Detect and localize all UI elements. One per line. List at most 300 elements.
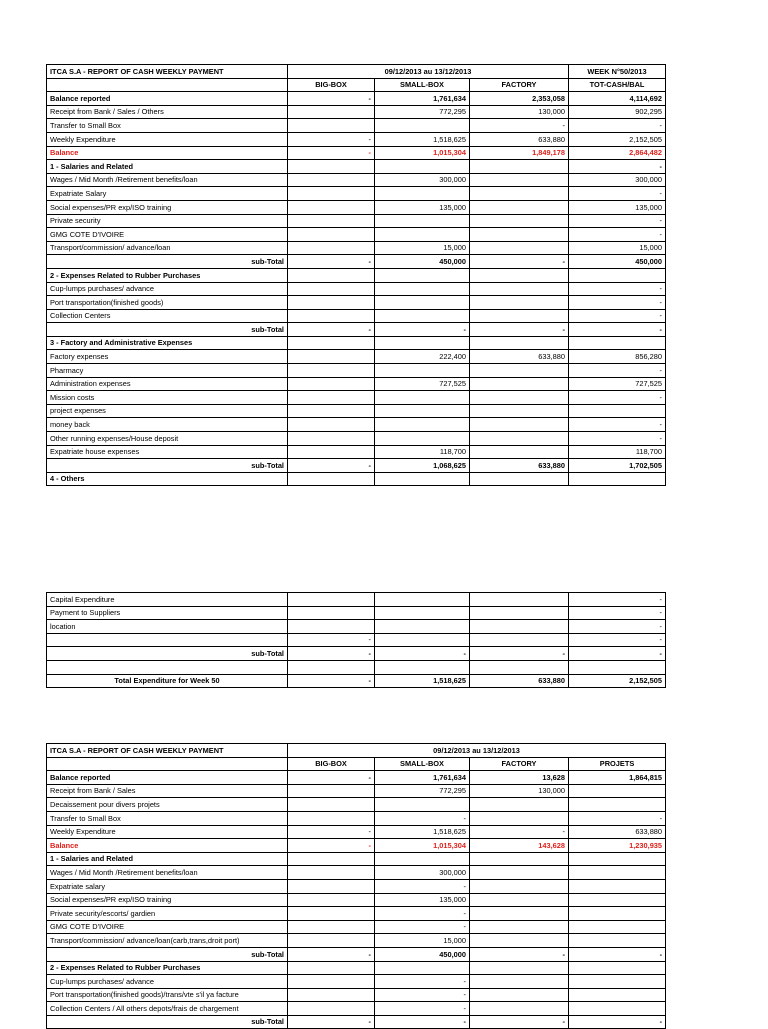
table-row-sub-total: [47, 947, 666, 961]
cell-small-box: [375, 160, 470, 174]
table-row-expatriate-house-expenses: [47, 445, 666, 459]
cell-big-box: [288, 228, 375, 242]
row-label: [47, 660, 288, 674]
cell-small-box: -: [375, 907, 470, 921]
report-period: 09/12/2013 au 13/12/2013: [288, 65, 569, 79]
table-row-port-transportation-finished-goods-trans-vte-s-il-ya-facture: [47, 988, 666, 1002]
cell-projets: -: [569, 1015, 666, 1029]
report-header-row: [47, 744, 666, 758]
column-header-row: [47, 757, 666, 771]
cell-small-box: -: [375, 647, 470, 661]
cell-factory: [470, 879, 569, 893]
row-label: Collection Centers: [47, 309, 288, 323]
table-row-collection-centers: [47, 309, 666, 323]
cell-factory: [470, 445, 569, 459]
cell-total: -: [569, 323, 666, 337]
cell-projets: -: [569, 947, 666, 961]
cell-projets: 633,880: [569, 825, 666, 839]
cell-small-box: [375, 606, 470, 620]
cell-small-box: [375, 282, 470, 296]
report-period: 09/12/2013 au 13/12/2013: [288, 744, 666, 758]
table-row-administration-expenses: [47, 377, 666, 391]
cell-big-box: [288, 852, 375, 866]
table-row-balance: [47, 839, 666, 853]
cell-factory: 130,000: [470, 784, 569, 798]
table-row-expatriate-salary: [47, 879, 666, 893]
table-row-collection-centers-all-others-depots-frais-de-chargement: [47, 1002, 666, 1016]
table-row-wages-mid-month-retirement-benefits-loan: [47, 173, 666, 187]
cell-big-box: [288, 907, 375, 921]
cell-small-box: 1,761,634: [375, 771, 470, 785]
table-row-weekly-expenditure: [47, 132, 666, 146]
cell-small-box: 1,761,634: [375, 92, 470, 106]
cell-total: -: [569, 282, 666, 296]
cell-big-box: -: [288, 647, 375, 661]
cell-factory: [470, 988, 569, 1002]
cell-factory: -: [470, 255, 569, 269]
table-row-receipt-from-bank-sales: [47, 784, 666, 798]
cell-total: -: [569, 432, 666, 446]
cell-big-box: [288, 975, 375, 989]
cell-factory: [470, 606, 569, 620]
cell-total: [569, 472, 666, 486]
report-title: ITCA S.A - REPORT OF CASH WEEKLY PAYMENT: [47, 65, 288, 79]
cell-projets: [569, 920, 666, 934]
row-label: Receipt from Bank / Sales / Others: [47, 105, 288, 119]
table-row-port-transportation-finished-goods: [47, 296, 666, 310]
cell-factory: [470, 893, 569, 907]
cell-total: [569, 336, 666, 350]
cell-big-box: [288, 961, 375, 975]
row-label: Balance: [47, 839, 288, 853]
row-label: Private security: [47, 214, 288, 228]
cell-small-box: 727,525: [375, 377, 470, 391]
cell-big-box: -: [288, 825, 375, 839]
table-row-project-expenses: [47, 404, 666, 418]
row-label: sub-Total: [47, 459, 288, 473]
cell-factory: [470, 975, 569, 989]
cell-small-box: 1,015,304: [375, 146, 470, 160]
cell-small-box: 300,000: [375, 173, 470, 187]
table-row-social-expenses-pr-exp-iso-training: [47, 200, 666, 214]
cell-total: -: [569, 364, 666, 378]
cell-small-box: [375, 660, 470, 674]
cell-factory: 13,628: [470, 771, 569, 785]
row-label: Capital Expenditure: [47, 593, 288, 607]
table-row-1-salaries-and-related: [47, 852, 666, 866]
cell-small-box: [375, 961, 470, 975]
cell-small-box: [375, 633, 470, 647]
row-label: Transport/commission/ advance/loan(carb,trans,droit port): [47, 934, 288, 948]
table-row-balance-reported: [47, 92, 666, 106]
cell-total: 15,000: [569, 241, 666, 255]
cell-big-box: [288, 214, 375, 228]
cell-big-box: [288, 811, 375, 825]
cell-total: 902,295: [569, 105, 666, 119]
table-row-1-salaries-and-related: [47, 160, 666, 174]
col-header-small-box: SMALL-BOX: [375, 757, 470, 771]
cell-total: -: [569, 593, 666, 607]
cell-big-box: [288, 200, 375, 214]
cell-small-box: 772,295: [375, 784, 470, 798]
cell-small-box: [375, 798, 470, 812]
cell-big-box: [288, 879, 375, 893]
cell-small-box: [375, 852, 470, 866]
cell-factory: [470, 228, 569, 242]
cell-projets: [569, 852, 666, 866]
table-row-gmg-cote-d-ivoire: [47, 920, 666, 934]
cell-big-box: [288, 418, 375, 432]
cell-big-box: [288, 866, 375, 880]
table-row-2-expenses-related-to-rubber-purchases: [47, 268, 666, 282]
cell-small-box: 772,295: [375, 105, 470, 119]
cell-big-box: [288, 309, 375, 323]
cell-factory: [470, 187, 569, 201]
cell-small-box: [375, 214, 470, 228]
cell-total: -: [569, 620, 666, 634]
cell-big-box: -: [288, 771, 375, 785]
table-row-transport-commission-advance-loan: [47, 241, 666, 255]
cell-small-box: [375, 228, 470, 242]
cell-small-box: 15,000: [375, 934, 470, 948]
cell-small-box: 450,000: [375, 947, 470, 961]
row-label: Mission costs: [47, 391, 288, 405]
row-label: Balance reported: [47, 92, 288, 106]
row-label: Weekly Expenditure: [47, 825, 288, 839]
row-label: GMG COTE D'IVOIRE: [47, 920, 288, 934]
cell-factory: [470, 309, 569, 323]
cell-projets: [569, 893, 666, 907]
table-row-sub-total: [47, 459, 666, 473]
row-label: sub-Total: [47, 255, 288, 269]
row-label: Balance: [47, 146, 288, 160]
row-label: [47, 633, 288, 647]
row-label: Transfer to Small Box: [47, 811, 288, 825]
cell-small-box: 222,400: [375, 350, 470, 364]
col-header-projets: PROJETS: [569, 757, 666, 771]
cell-factory: 1,849,178: [470, 146, 569, 160]
cell-factory: -: [470, 825, 569, 839]
cell-total: 118,700: [569, 445, 666, 459]
cell-total: -: [569, 633, 666, 647]
table-row-balance-reported: [47, 771, 666, 785]
cell-total: -: [569, 160, 666, 174]
cell-factory: [470, 920, 569, 934]
cell-factory: -: [470, 119, 569, 133]
cell-total: 2,152,505: [569, 674, 666, 688]
row-label: sub-Total: [47, 647, 288, 661]
row-label: Transfer to Small Box: [47, 119, 288, 133]
table-row-money-back: [47, 418, 666, 432]
row-label: Pharmacy: [47, 364, 288, 378]
cell-big-box: -: [288, 459, 375, 473]
cell-factory: [470, 404, 569, 418]
cell-factory: [470, 173, 569, 187]
row-label: Other running expenses/House deposit: [47, 432, 288, 446]
cell-total: [569, 268, 666, 282]
row-label: money back: [47, 418, 288, 432]
cell-factory: [470, 852, 569, 866]
row-label: Balance reported: [47, 771, 288, 785]
cell-total: 4,114,692: [569, 92, 666, 106]
cell-total: -: [569, 391, 666, 405]
cell-factory: 2,353,058: [470, 92, 569, 106]
cell-total: 727,525: [569, 377, 666, 391]
cell-total: -: [569, 647, 666, 661]
row-label: Receipt from Bank / Sales: [47, 784, 288, 798]
row-label: 3 - Factory and Administrative Expenses: [47, 336, 288, 350]
cell-small-box: -: [375, 920, 470, 934]
cell-big-box: [288, 934, 375, 948]
table-row-factory-expenses: [47, 350, 666, 364]
cell-total: -: [569, 228, 666, 242]
col-header-small-box: SMALL-BOX: [375, 78, 470, 92]
blank-header-cell: [47, 757, 288, 771]
cell-big-box: -: [288, 947, 375, 961]
cell-total: 135,000: [569, 200, 666, 214]
cell-big-box: [288, 445, 375, 459]
cell-small-box: 135,000: [375, 893, 470, 907]
cell-big-box: -: [288, 839, 375, 853]
cell-small-box: 1,518,625: [375, 674, 470, 688]
cell-small-box: [375, 187, 470, 201]
cell-small-box: [375, 119, 470, 133]
cell-big-box: [288, 784, 375, 798]
cell-small-box: -: [375, 879, 470, 893]
col-header-factory: FACTORY: [470, 757, 569, 771]
cell-small-box: 118,700: [375, 445, 470, 459]
cell-total: -: [569, 214, 666, 228]
cell-total: -: [569, 418, 666, 432]
table-row-decaissement-pour-divers-projets: [47, 798, 666, 812]
table-row-other-running-expenses-house-deposit: [47, 432, 666, 446]
cell-small-box: 300,000: [375, 866, 470, 880]
table-row-4-others: [47, 472, 666, 486]
cell-big-box: [288, 296, 375, 310]
table-row-pharmacy: [47, 364, 666, 378]
cell-big-box: [288, 391, 375, 405]
cell-projets: [569, 866, 666, 880]
cell-total: 2,864,482: [569, 146, 666, 160]
table-row-social-expenses-pr-exp-iso-training: [47, 893, 666, 907]
cell-factory: [470, 961, 569, 975]
col-header-factory: FACTORY: [470, 78, 569, 92]
cell-small-box: [375, 336, 470, 350]
cell-big-box: [288, 160, 375, 174]
report-week: WEEK N°50/2013: [569, 65, 666, 79]
table-row-cup-lumps-purchases-advance: [47, 282, 666, 296]
table-row-balance: [47, 146, 666, 160]
cell-projets: [569, 975, 666, 989]
column-header-row: [47, 78, 666, 92]
table-row-transfer-to-small-box: [47, 811, 666, 825]
row-label: 4 - Others: [47, 472, 288, 486]
cell-big-box: [288, 988, 375, 1002]
cell-big-box: [288, 119, 375, 133]
row-label: Expatriate salary: [47, 879, 288, 893]
cell-factory: [470, 268, 569, 282]
report-header-row: [47, 65, 666, 79]
cell-small-box: [375, 593, 470, 607]
table-row-sub-total: [47, 255, 666, 269]
cell-big-box: [288, 268, 375, 282]
cell-factory: -: [470, 1015, 569, 1029]
cell-total: -: [569, 296, 666, 310]
cell-total: -: [569, 309, 666, 323]
cell-small-box: [375, 418, 470, 432]
cell-small-box: -: [375, 811, 470, 825]
table-row-private-security: [47, 214, 666, 228]
row-label: Port transportation(finished goods): [47, 296, 288, 310]
cell-small-box: [375, 620, 470, 634]
cell-small-box: [375, 404, 470, 418]
cell-small-box: 15,000: [375, 241, 470, 255]
cell-big-box: [288, 893, 375, 907]
cell-total: [569, 404, 666, 418]
table-row-gmg-cote-d-ivoire: [47, 228, 666, 242]
cell-big-box: [288, 187, 375, 201]
cell-big-box: -: [288, 255, 375, 269]
cell-big-box: [288, 404, 375, 418]
cell-big-box: -: [288, 633, 375, 647]
cell-projets: 1,864,815: [569, 771, 666, 785]
table-row-total-expenditure-for-week-50: [47, 674, 666, 688]
cell-big-box: [288, 798, 375, 812]
cell-big-box: -: [288, 132, 375, 146]
row-label: Weekly Expenditure: [47, 132, 288, 146]
cell-small-box: [375, 472, 470, 486]
cell-factory: [470, 282, 569, 296]
cell-small-box: 135,000: [375, 200, 470, 214]
cell-factory: 633,880: [470, 132, 569, 146]
cell-factory: [470, 364, 569, 378]
row-label: 2 - Expenses Related to Rubber Purchases: [47, 961, 288, 975]
cell-small-box: [375, 268, 470, 282]
report-title: ITCA S.A - REPORT OF CASH WEEKLY PAYMENT: [47, 744, 288, 758]
cell-factory: [470, 907, 569, 921]
table-row-mission-costs: [47, 391, 666, 405]
cell-projets: [569, 961, 666, 975]
cell-projets: [569, 879, 666, 893]
table-row-sub-total: [47, 1015, 666, 1029]
cell-factory: [470, 214, 569, 228]
cell-total: 856,280: [569, 350, 666, 364]
table-row-wages-mid-month-retirement-benefits-loan: [47, 866, 666, 880]
cell-factory: [470, 934, 569, 948]
cell-small-box: 1,015,304: [375, 839, 470, 853]
cell-factory: [470, 660, 569, 674]
projects-payment-report-table: [46, 743, 666, 1029]
cell-total: -: [569, 119, 666, 133]
cell-factory: -: [470, 947, 569, 961]
cell-big-box: [288, 350, 375, 364]
cell-big-box: -: [288, 92, 375, 106]
table-row-blank: [47, 633, 666, 647]
row-label: Expatriate house expenses: [47, 445, 288, 459]
row-label: Port transportation(finished goods)/trans/vte s'il ya facture: [47, 988, 288, 1002]
cell-projets: [569, 798, 666, 812]
cell-small-box: -: [375, 1002, 470, 1016]
cell-factory: 130,000: [470, 105, 569, 119]
cell-small-box: [375, 309, 470, 323]
cell-big-box: [288, 336, 375, 350]
cell-big-box: [288, 606, 375, 620]
cell-big-box: [288, 241, 375, 255]
cell-factory: 633,880: [470, 674, 569, 688]
table-row-3-factory-and-administrative-expenses: [47, 336, 666, 350]
row-label: 1 - Salaries and Related: [47, 160, 288, 174]
table-row-2-expenses-related-to-rubber-purchases: [47, 961, 666, 975]
cell-big-box: -: [288, 1015, 375, 1029]
table-row-location: [47, 620, 666, 634]
row-label: sub-Total: [47, 947, 288, 961]
row-label: Transport/commission/ advance/loan: [47, 241, 288, 255]
cell-big-box: [288, 1002, 375, 1016]
cell-total: 450,000: [569, 255, 666, 269]
cell-factory: 633,880: [470, 350, 569, 364]
cell-projets: [569, 1002, 666, 1016]
cell-big-box: -: [288, 323, 375, 337]
row-label: Wages / Mid Month /Retirement benefits/loan: [47, 866, 288, 880]
table-row-private-security-escorts-gardien: [47, 907, 666, 921]
row-label: Collection Centers / All others depots/frais de chargement: [47, 1002, 288, 1016]
cell-big-box: [288, 472, 375, 486]
cell-factory: 633,880: [470, 459, 569, 473]
cell-factory: [470, 811, 569, 825]
cell-small-box: -: [375, 1015, 470, 1029]
cell-factory: -: [470, 323, 569, 337]
cell-big-box: [288, 432, 375, 446]
cell-small-box: 1,518,625: [375, 825, 470, 839]
cell-small-box: [375, 296, 470, 310]
cell-big-box: [288, 173, 375, 187]
table-row-capital-expenditure: [47, 593, 666, 607]
cell-factory: [470, 593, 569, 607]
table-row-weekly-expenditure: [47, 825, 666, 839]
row-label: Social expenses/PR exp/ISO training: [47, 893, 288, 907]
cell-small-box: [375, 364, 470, 378]
cell-factory: [470, 432, 569, 446]
cell-small-box: 1,068,625: [375, 459, 470, 473]
cell-factory: [470, 866, 569, 880]
cell-total: -: [569, 187, 666, 201]
weekly-payment-report-table: [46, 64, 666, 486]
cell-factory: [470, 391, 569, 405]
row-label: 2 - Expenses Related to Rubber Purchases: [47, 268, 288, 282]
cell-factory: [470, 798, 569, 812]
cell-factory: [470, 418, 569, 432]
table-row-blank: [47, 660, 666, 674]
col-header-big-box: BIG-BOX: [288, 757, 375, 771]
table-row-payment-to-suppliers: [47, 606, 666, 620]
row-label: 1 - Salaries and Related: [47, 852, 288, 866]
row-label: location: [47, 620, 288, 634]
cell-big-box: [288, 377, 375, 391]
cell-small-box: -: [375, 988, 470, 1002]
cell-total: 300,000: [569, 173, 666, 187]
row-label: sub-Total: [47, 323, 288, 337]
cell-projets: [569, 934, 666, 948]
cell-total: -: [569, 606, 666, 620]
row-label: project expenses: [47, 404, 288, 418]
weekly-payment-continuation-table: [46, 592, 666, 688]
table-row-sub-total: [47, 647, 666, 661]
cell-factory: [470, 160, 569, 174]
cell-total: 1,702,505: [569, 459, 666, 473]
cell-total: 2,152,505: [569, 132, 666, 146]
row-label: Wages / Mid Month /Retirement benefits/loan: [47, 173, 288, 187]
cell-small-box: -: [375, 323, 470, 337]
